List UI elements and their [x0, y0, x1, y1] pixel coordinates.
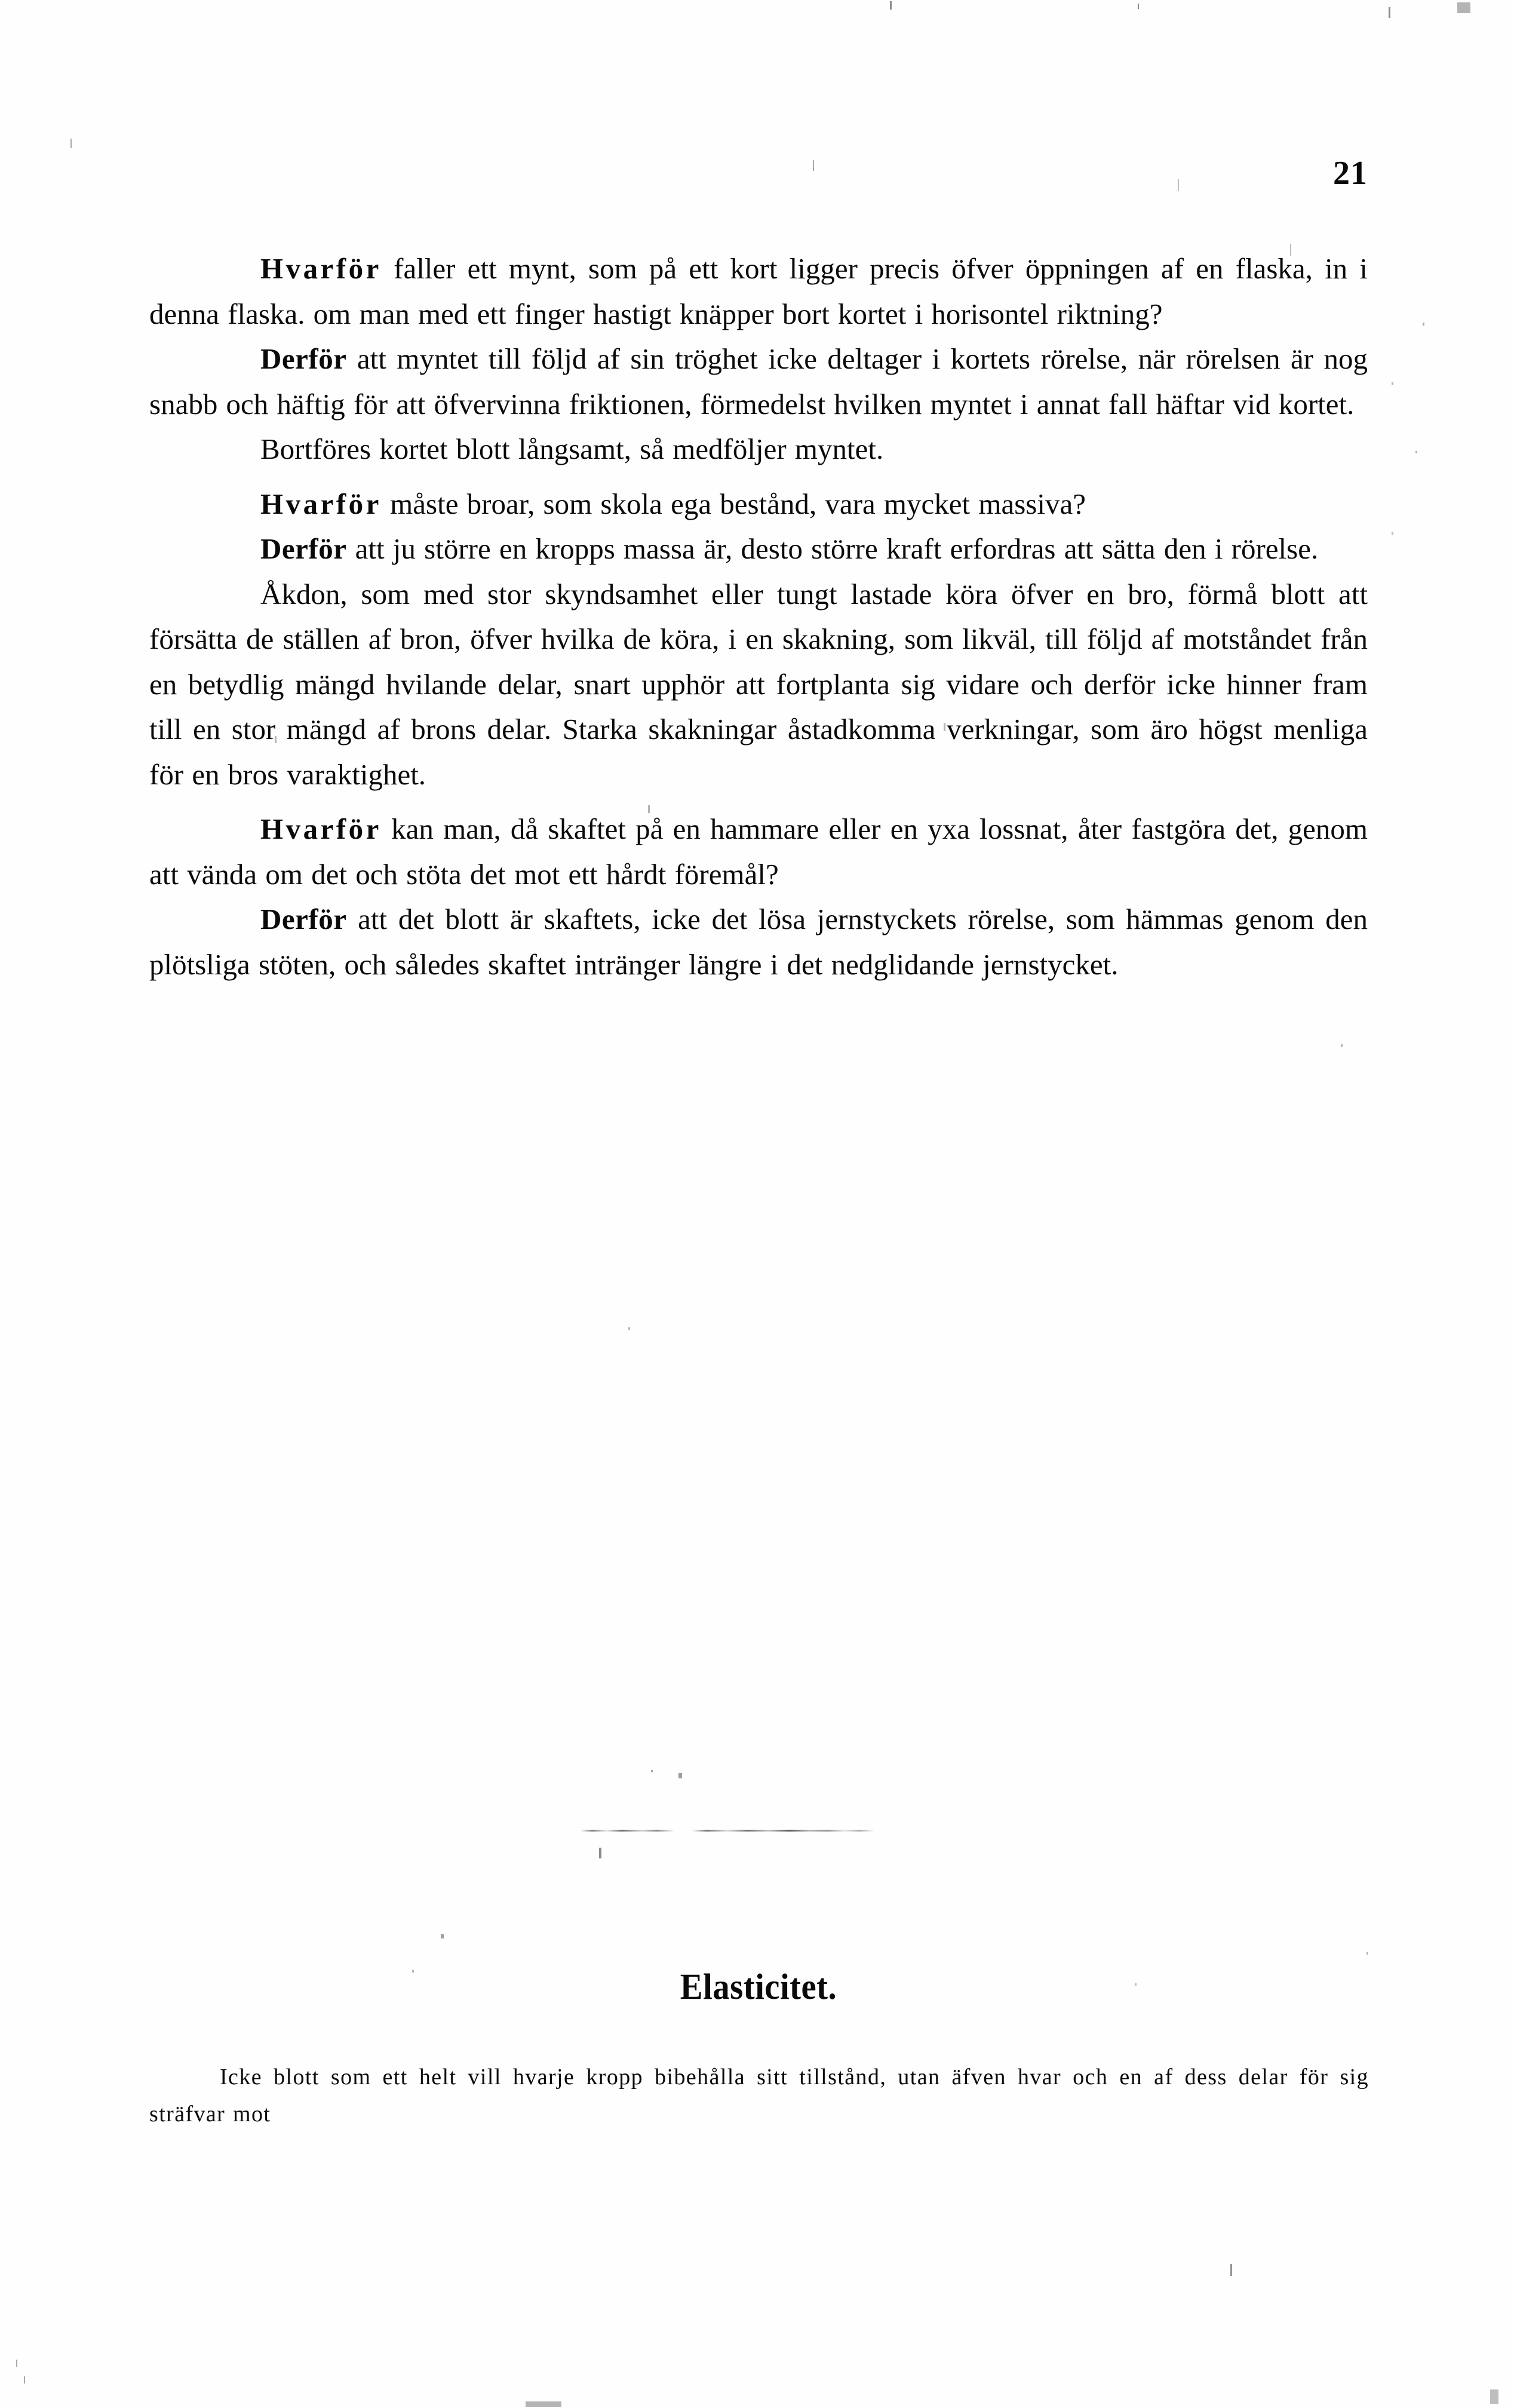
scan-artifact-speck [1138, 4, 1139, 9]
scan-artifact-speck [275, 736, 277, 743]
footer-text-block [149, 2059, 1369, 2133]
scan-artifact-speck [890, 1, 892, 10]
scan-artifact-speck [813, 160, 814, 171]
paragraph-lead-word: Derför [260, 342, 347, 375]
footer-paragraph: Icke blott som ett helt vill hvarje kropp bibehålla sitt tillstånd, utan äfven hvar och en af dess delar för sig sträfvar mot [149, 2065, 1369, 2127]
scan-artifact-speck [1415, 451, 1417, 453]
scan-artifact-speck [1389, 7, 1390, 18]
scan-artifact-speck [1423, 323, 1424, 326]
section-divider-rule [581, 1830, 874, 1832]
scan-artifact-speck [944, 723, 945, 731]
paragraph [149, 336, 1368, 427]
scan-artifact-speck [1290, 244, 1291, 256]
paragraph-lead-word: Derför [260, 903, 347, 935]
paragraph [149, 526, 1368, 572]
scan-artifact-speck [648, 805, 650, 813]
paragraph-lead-word: Hvarför [260, 487, 382, 520]
scan-artifact-speck [441, 1934, 444, 1938]
scan-artifact-speck [16, 2360, 17, 2367]
paragraph-lead-word: Derför [260, 532, 347, 565]
scan-artifact-speck [1457, 2, 1470, 13]
scan-artifact-speck [1341, 1044, 1343, 1047]
paragraph-text: att myntet till följd af sin tröghet icke deltager i kortets rörelse, när rörelsen är nog snabb och häftig för att öfvervinna friktionen, förmedelst hvilken myntet i annat fall häftar vid kortet. [149, 342, 1368, 421]
scan-artifact-speck [1392, 382, 1393, 385]
paragraph [149, 897, 1368, 987]
scan-artifact-speck [678, 1773, 682, 1778]
section-heading: Elasticitet. [680, 1967, 837, 2007]
scan-artifact-speck [628, 1327, 630, 1330]
paragraph-text: faller ett mynt, som på ett kort ligger precis öfver öppningen af en flaska, in i denna flaska. om man med ett finger hastigt knäpper bort kortet i horisontel riktning? [149, 252, 1368, 330]
paragraph-text: Åkdon, som med stor skyndsamhet eller tungt lastade köra öfver en bro, förmå blott att försätta de ställen af bron, öfver hvilka de köra, i en skakning, som likväl, till följd af motståndet från en betydlig mängd hvilande delar, snart upphör att fortplanta sig vidare och derför icke hinner fram till en stor mängd af brons delar. Starka skakningar åstadkomma verkningar, som äro högst menliga för en bros varaktighet. [149, 577, 1368, 791]
paragraph-text: måste broar, som skola ega bestånd, vara mycket massiva? [381, 487, 1086, 520]
scan-artifact-speck [1392, 532, 1393, 535]
paragraph [149, 427, 1368, 472]
body-text-column [149, 246, 1368, 987]
scan-artifact-speck [412, 1970, 414, 1973]
scan-artifact-speck [24, 2376, 25, 2384]
scan-artifact-speck [526, 2401, 561, 2407]
paragraph-text: att ju större en kropps massa är, desto större kraft erfordras att sätta den i rörelse. [346, 532, 1319, 565]
paragraph [149, 246, 1368, 336]
paragraph-lead-word: Hvarför [260, 252, 382, 285]
paragraph [149, 806, 1368, 897]
paragraph-lead-word: Hvarför [260, 812, 382, 845]
scan-artifact-speck [1230, 2264, 1232, 2276]
scan-artifact-speck [599, 1848, 601, 1858]
scan-artifact-speck [651, 1770, 653, 1772]
scan-artifact-speck [1178, 179, 1179, 191]
paragraph-text: Bortföres kortet blott långsamt, så medföljer myntet. [260, 432, 884, 465]
paragraph-text: att det blott är skaftets, icke det lösa jernstyckets rörelse, som hämmas genom den plötsliga stöten, och således skaftet intränger längre i det nedglidande jernstycket. [149, 903, 1368, 981]
page-number: 21 [1333, 155, 1368, 192]
scan-artifact-speck [1490, 2389, 1498, 2404]
paragraph [149, 572, 1368, 797]
paragraph-text: kan man, då skaftet på en hammare eller en yxa lossnat, åter fastgöra det, genom att vända om det och stöta det mot ett hårdt föremål? [149, 812, 1368, 891]
paragraph [149, 481, 1368, 527]
scan-artifact-speck [70, 139, 72, 148]
scan-artifact-speck [1366, 1952, 1368, 1955]
scan-artifact-speck [1135, 1983, 1137, 1986]
